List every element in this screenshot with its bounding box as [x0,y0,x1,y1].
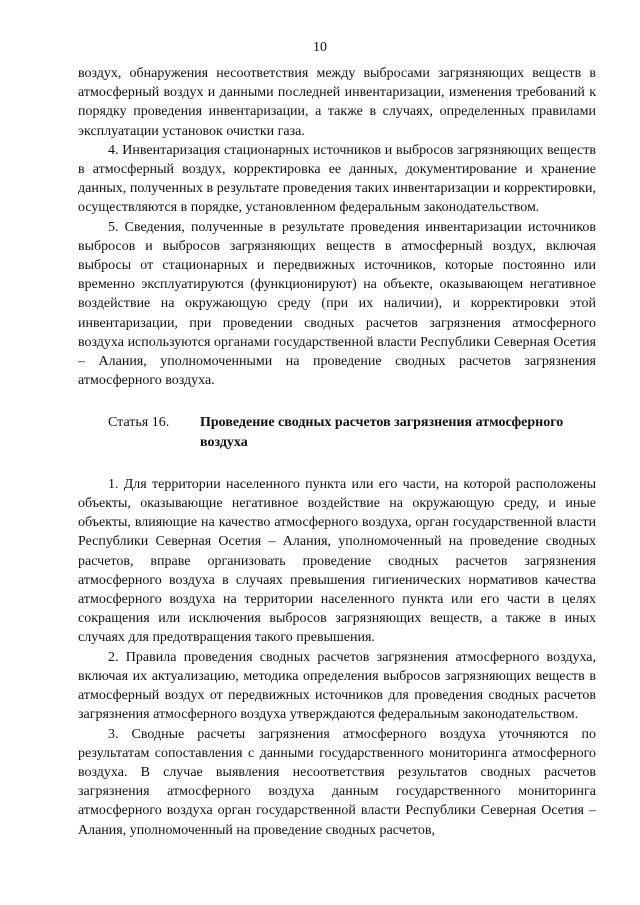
paragraph-item-5: 5. Сведения, полученные в результате проведения инвентаризации источников выбросов и выбросов загрязняющих веществ в атмосферный воздух, включая выбросы от стационарных и передвижных источников, которые постоянно или временно эксплуатируются (функционируют) на объекте, оказывающем негативное воздействие на окружающую среду (при их наличии), и корректировки этой инвентаризации, при проведении сводных расчетов загрязнения атмосферного воздуха используются органами государственной власти Республики Северная Осетия – Алания, уполномоченными на проведение сводных расчетов загрязнения атмосферного воздуха. [78,219,596,389]
article-number: Статья 16. [108,415,170,431]
paragraph-item-2: 2. Правила проведения сводных расчетов загрязнения атмосферного воздуха, включая их актуализацию, методика определения выбросов загрязняющих веществ в атмосферный воздух от передвижных источников для проведения сводных расчетов загрязнения атмосферного воздуха утверждаются федеральным законодательством. [78,649,596,723]
article-title: Проведение сводных расчетов загрязнения атмосферного воздуха [200,415,564,450]
page-number: 10 [313,40,327,55]
paragraph-item-4: 4. Инвентаризация стационарных источников и выбросов загрязняющих веществ в атмосферный воздух, корректировка ее данных, документирование и хранение данных, полученных в результате проведения таких инвентаризации и корректировки, осуществляются в порядке, установленном федеральным законодательством. [78,142,596,216]
paragraph-item-3: 3. Сводные расчеты загрязнения атмосферного воздуха уточняются по результатам сопоставления с данными государственного мониторинга атмосферного воздуха. В случае выявления несоответствия результатов сводных расчетов загрязнения атмосферного воздуха данным государственного мониторинга атмосферного воздуха орган государственной власти Республики Северная Осетия – Алания, уполномоченный на проведение сводных расчетов, [78,726,596,838]
paragraph-item-1: 1. Для территории населенного пункта или его части, на которой расположены объекты, оказывающие негативное воздействие на окружающую среду, и иные объекты, влияющие на качество атмосферного воздуха, орган государственной власти Республики Северная Осетия – Алания, уполномоченный на проведение сводных расчетов, вправе организовать проведение сводных расчетов загрязнения атмосферного воздуха в случаях превышения гигиенических нормативов качества атмосферного воздуха на территории населенного пункта или его части в целях сокращения или исключения выбросов загрязняющих веществ, а также в иных случаях для предотвращения такого превышения. [78,476,596,646]
article-heading [78,413,596,451]
paragraph-continuation: воздух, обнаружения несоответствия между выбросами загрязняющих веществ в атмосферный воздух и данными последней инвентаризации, изменения требований к порядку проведения инвентаризации, а также в случаях, определенных правилами эксплуатации установок очистки газа. [78,66,596,139]
document-body [78,64,596,840]
